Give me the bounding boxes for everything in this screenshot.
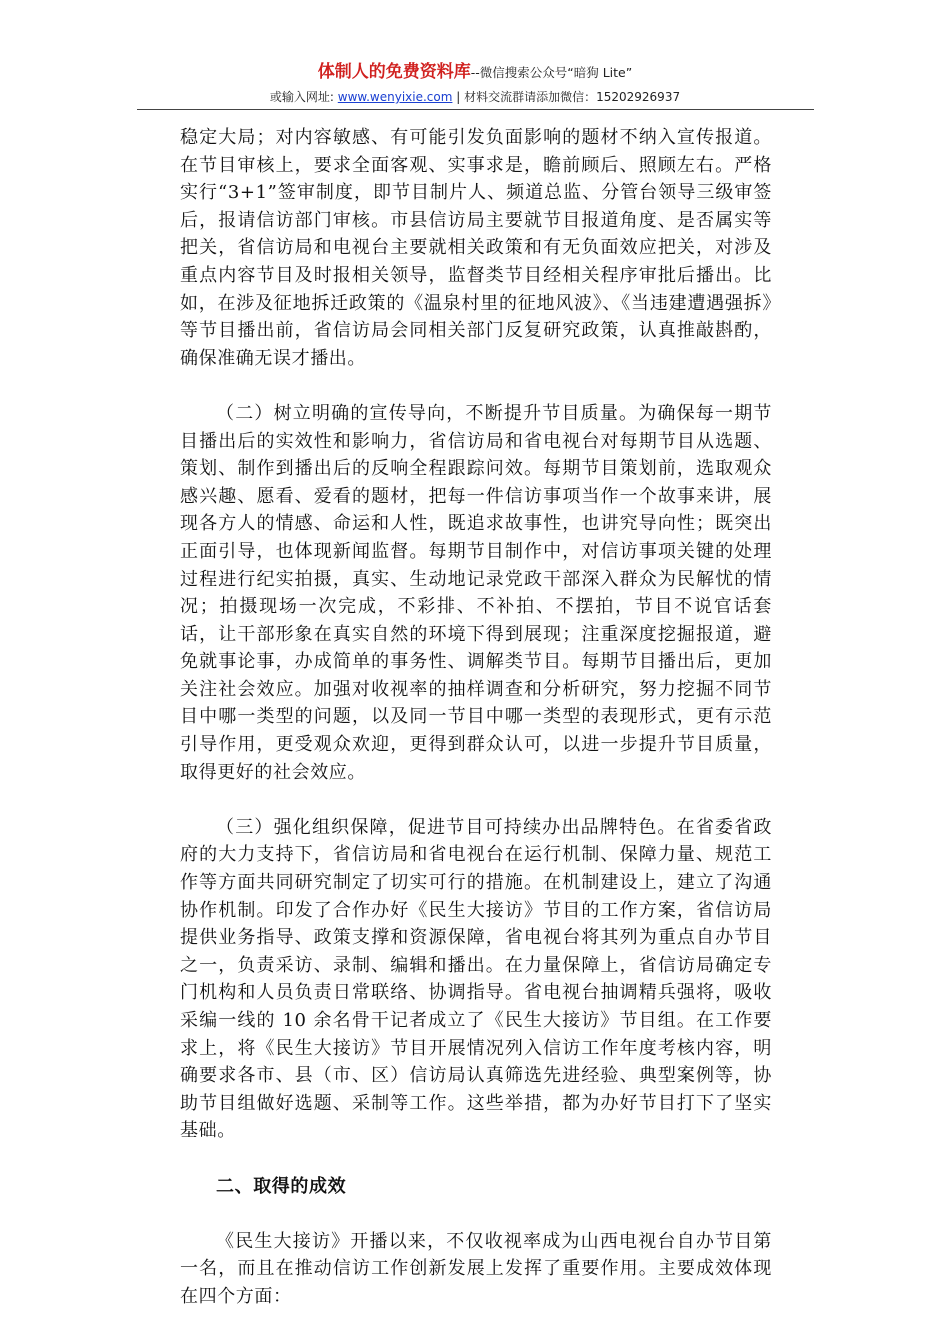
header-contact-line <box>0 88 950 106</box>
paragraph-guidance: （二）树立明确的宣传导向，不断提升节目质量。为确保每一期节目播出后的实效性和影响力，省信访局和省电视台对每期节目从选题、策划、制作到播出后的反响全程跟踪问效。每期节目策划前，选取观众感兴趣、愿看、爱看的题材，把每一件信访事项当作一个故事来讲，展现各方人的情感、命运和人性，既追求故事性，也讲究导向性；既突出正面引导，也体现新闻监督。每期节目制作中，对信访事项关键的处理过程进行纪实拍摄，真实、生动地记录党政干部深入群众为民解忧的情况；拍摄现场一次完成，不彩排、不补拍、不摆拍，节目不说官话套话，让干部形象在真实自然的环境下得到展现；注重深度挖掘报道，避免就事论事，办成简单的事务性、调解类节目。每期节目播出后，更加关注社会效应。加强对收视率的抽样调查和分析研究，努力挖掘不同节目中哪一类型的问题，以及同一节目中哪一类型的表现形式，更有示范引导作用，更受观众欢迎，更得到群众认可，以进一步提升节目质量，取得更好的社会效应。 <box>180 402 772 783</box>
brand-tagline: --微信搜索公众号“暗狗 Lite” <box>470 65 633 80</box>
contact-info: | 材料交流群请添加微信：15202926937 <box>456 90 681 104</box>
paragraph-spacer <box>180 372 772 400</box>
paragraph-spacer <box>180 1145 772 1173</box>
brand-title: 体制人的免费资料库 <box>317 62 471 82</box>
header-brand-line <box>0 62 950 83</box>
section-heading: 二、取得的成效 <box>216 1175 347 1197</box>
paragraph-spacer <box>180 786 772 814</box>
paragraph-results: 《民生大接访》开播以来，不仅收视率成为山西电视台自办节目第一名，而且在推动信访工作创新发展上发挥了重要作用。主要成效体现在四个方面： <box>180 1230 772 1307</box>
document-body <box>180 124 772 1311</box>
url-prefix: 或输入网址: <box>269 90 334 104</box>
paragraph-spacer <box>180 1200 772 1228</box>
paragraph-continued: 稳定大局；对内容敏感、有可能引发负面影响的题材不纳入宣传报道。在节目审核上，要求全面客观、实事求是，瞻前顾后、照顾左右。严格实行“3+1”签审制度，即节目制片人、频道总监、分管台领导三级审签后，报请信访部门审核。市县信访局主要就节目报道角度、是否属实等把关，省信访局和电视台主要就相关政策和有无负面效应把关，对涉及重点内容节目及时报相关领导，监督类节目经相关程序审批后播出。比如，在涉及征地拆迁政策的《温泉村里的征地风波》、《当违建遭遇强拆》等节目播出前，省信访局会同相关部门反复研究政策，认真推敲斟酌，确保准确无误才播出。 <box>180 127 772 369</box>
website-link[interactable]: www.wenyixie.com <box>337 90 453 104</box>
header-divider <box>137 109 814 110</box>
paragraph-organization: （三）强化组织保障，促进节目可持续办出品牌特色。在省委省政府的大力支持下，省信访局和省电视台在运行机制、保障力量、规范工作等方面共同研究制定了切实可行的措施。在机制建设上，建立了沟通协作机制。印发了合作办好《民生大接访》节目的工作方案，省信访局提供业务指导、政策支撑和资源保障，省电视台将其列为重点自办节目之一，负责采访、录制、编辑和播出。在力量保障上，省信访局确定专门机构和人员负责日常联络、协调指导。省电视台抽调精兵强将，吸收采编一线的 10 余名骨干记者成立了《民生大接访》节目组。在工作要求上，将《民生大接访》节目开展情况列入信访工作年度考核内容，明确要求各市、县（市、区）信访局认真筛选先进经验、典型案例等，协助节目组做好选题、采制等工作。这些举措，都为办好节目打下了坚实基础。 <box>180 816 772 1142</box>
